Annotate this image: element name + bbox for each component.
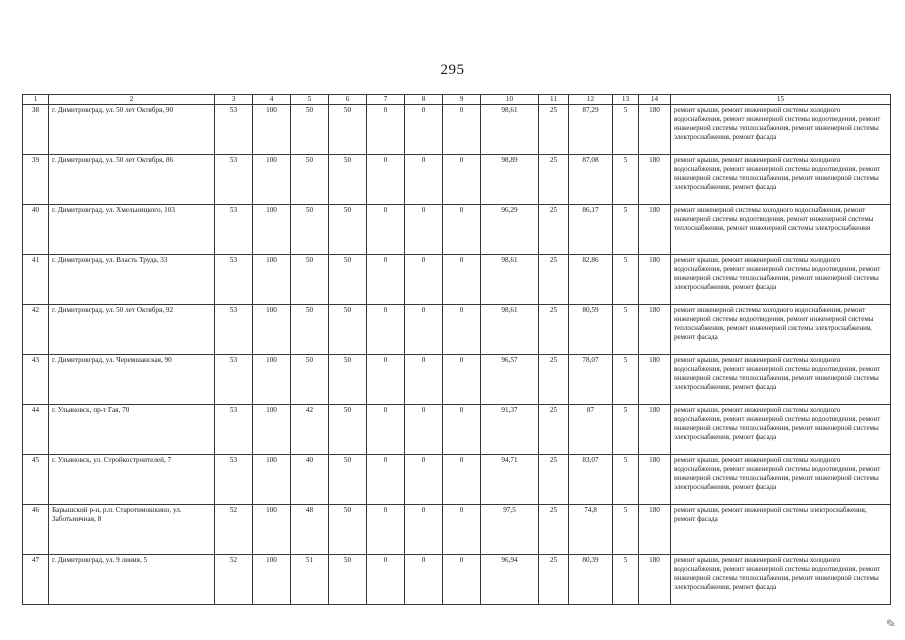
cell-value: 0 xyxy=(443,505,481,555)
cell-value: 53 xyxy=(215,105,253,155)
address-cell: г. Димитровград, ул. 50 лет Октября, 90 xyxy=(49,105,215,155)
cell-value: 0 xyxy=(367,255,405,305)
cell-value: 96,29 xyxy=(481,205,539,255)
cell-value: 0 xyxy=(443,555,481,605)
cell-value: 98,89 xyxy=(481,155,539,205)
cell-value: 50 xyxy=(329,105,367,155)
cell-value: 91,37 xyxy=(481,405,539,455)
cell-value: 80,59 xyxy=(569,305,613,355)
cell-value: 0 xyxy=(405,405,443,455)
address-cell: г. Ульяновск, ул. Стройкостроителей, 7 xyxy=(49,455,215,505)
cell-value: 53 xyxy=(215,405,253,455)
cell-value: 97,5 xyxy=(481,505,539,555)
repair-registry-table xyxy=(22,94,891,605)
cell-value: 100 xyxy=(253,155,291,205)
row-number-cell: 43 xyxy=(23,355,49,405)
cell-value: 53 xyxy=(215,255,253,305)
row-number-cell: 41 xyxy=(23,255,49,305)
cell-value: 0 xyxy=(367,505,405,555)
cell-value: 0 xyxy=(443,255,481,305)
cell-value: 180 xyxy=(639,405,671,455)
cell-value: 50 xyxy=(291,105,329,155)
cell-value: 0 xyxy=(367,405,405,455)
cell-value: 42 xyxy=(291,405,329,455)
row-number-cell: 40 xyxy=(23,205,49,255)
column-header: 7 xyxy=(367,95,405,105)
cell-value: 52 xyxy=(215,505,253,555)
works-list-cell: ремонт крыши, ремонт инженерной системы холодного водоснабжения, ремонт инженерной системы водоотведения, ремонт инженерной системы теплоснабжения, ремонт инженерной системы электроснабжения, ремонт фасада xyxy=(671,105,891,155)
cell-value: 100 xyxy=(253,455,291,505)
cell-value: 0 xyxy=(405,555,443,605)
cell-value: 86,17 xyxy=(569,205,613,255)
cell-value: 50 xyxy=(329,505,367,555)
works-list-cell: ремонт крыши, ремонт инженерной системы холодного водоснабжения, ремонт инженерной системы водоотведения, ремонт инженерной системы теплоснабжения, ремонт инженерной системы электроснабжения, ремонт фасада xyxy=(671,555,891,605)
cell-value: 180 xyxy=(639,305,671,355)
table-row xyxy=(23,455,891,505)
works-list-cell: ремонт инженерной системы холодного водоснабжения, ремонт инженерной системы водоотведения, ремонт инженерной системы теплоснабжения, ремонт инженерной системы электроснабжения xyxy=(671,205,891,255)
cell-value: 50 xyxy=(291,205,329,255)
column-header: 4 xyxy=(253,95,291,105)
cell-value: 0 xyxy=(443,355,481,405)
column-header: 3 xyxy=(215,95,253,105)
cell-value: 100 xyxy=(253,355,291,405)
table-body xyxy=(23,105,891,605)
cell-value: 5 xyxy=(613,305,639,355)
cell-value: 96,57 xyxy=(481,355,539,405)
cell-value: 5 xyxy=(613,255,639,305)
table-row xyxy=(23,205,891,255)
works-list-cell: ремонт крыши, ремонт инженерной системы электроснабжения, ремонт фасада xyxy=(671,505,891,555)
cell-value: 5 xyxy=(613,355,639,405)
cell-value: 50 xyxy=(329,205,367,255)
cell-value: 5 xyxy=(613,455,639,505)
cell-value: 100 xyxy=(253,205,291,255)
cell-value: 25 xyxy=(539,505,569,555)
column-header: 10 xyxy=(481,95,539,105)
table-row xyxy=(23,155,891,205)
cell-value: 53 xyxy=(215,205,253,255)
cell-value: 100 xyxy=(253,305,291,355)
cell-value: 25 xyxy=(539,405,569,455)
cell-value: 0 xyxy=(405,205,443,255)
cell-value: 0 xyxy=(367,305,405,355)
cell-value: 5 xyxy=(613,405,639,455)
cell-value: 5 xyxy=(613,105,639,155)
cell-value: 5 xyxy=(613,155,639,205)
cell-value: 180 xyxy=(639,505,671,555)
table-row xyxy=(23,405,891,455)
cell-value: 180 xyxy=(639,255,671,305)
column-header: 8 xyxy=(405,95,443,105)
column-header: 11 xyxy=(539,95,569,105)
cell-value: 0 xyxy=(405,455,443,505)
cell-value: 0 xyxy=(367,555,405,605)
cell-value: 25 xyxy=(539,355,569,405)
cell-value: 180 xyxy=(639,155,671,205)
cell-value: 82,86 xyxy=(569,255,613,305)
table-row xyxy=(23,255,891,305)
cell-value: 94,71 xyxy=(481,455,539,505)
cell-value: 0 xyxy=(367,105,405,155)
cell-value: 100 xyxy=(253,255,291,305)
cell-value: 5 xyxy=(613,555,639,605)
column-header: 6 xyxy=(329,95,367,105)
cell-value: 50 xyxy=(291,305,329,355)
cell-value: 50 xyxy=(291,155,329,205)
cell-value: 100 xyxy=(253,555,291,605)
cell-value: 25 xyxy=(539,305,569,355)
cell-value: 0 xyxy=(443,105,481,155)
cell-value: 50 xyxy=(291,355,329,405)
column-header: 15 xyxy=(671,95,891,105)
address-cell: г. Димитровград, ул. 9 линия, 5 xyxy=(49,555,215,605)
column-header: 14 xyxy=(639,95,671,105)
address-cell: Барышский р-н, р.п. Старотимошкино, ул. Заботьничная, 8 xyxy=(49,505,215,555)
works-list-cell: ремонт крыши, ремонт инженерной системы холодного водоснабжения, ремонт инженерной системы водоотведения, ремонт инженерной системы теплоснабжения, ремонт инженерной системы электроснабжения, ремонт фасада xyxy=(671,405,891,455)
cell-value: 0 xyxy=(367,355,405,405)
cell-value: 25 xyxy=(539,155,569,205)
cell-value: 50 xyxy=(329,355,367,405)
cell-value: 180 xyxy=(639,205,671,255)
cell-value: 53 xyxy=(215,305,253,355)
cell-value: 5 xyxy=(613,505,639,555)
table-row xyxy=(23,105,891,155)
address-cell: г. Димитровград, ул. Черемшанская, 90 xyxy=(49,355,215,405)
cell-value: 51 xyxy=(291,555,329,605)
cell-value: 180 xyxy=(639,455,671,505)
cell-value: 100 xyxy=(253,405,291,455)
cell-value: 0 xyxy=(367,155,405,205)
cell-value: 25 xyxy=(539,455,569,505)
cell-value: 0 xyxy=(443,205,481,255)
cell-value: 87,08 xyxy=(569,155,613,205)
cell-value: 40 xyxy=(291,455,329,505)
cell-value: 25 xyxy=(539,555,569,605)
cell-value: 0 xyxy=(443,455,481,505)
column-header: 5 xyxy=(291,95,329,105)
cell-value: 50 xyxy=(329,255,367,305)
cell-value: 25 xyxy=(539,105,569,155)
handwritten-mark: ✎ xyxy=(882,615,897,633)
table-row xyxy=(23,505,891,555)
cell-value: 25 xyxy=(539,205,569,255)
cell-value: 50 xyxy=(291,255,329,305)
column-header: 13 xyxy=(613,95,639,105)
cell-value: 48 xyxy=(291,505,329,555)
cell-value: 0 xyxy=(443,305,481,355)
row-number-cell: 47 xyxy=(23,555,49,605)
column-header: 12 xyxy=(569,95,613,105)
cell-value: 180 xyxy=(639,555,671,605)
row-number-cell: 46 xyxy=(23,505,49,555)
address-cell: г. Ульяновск, пр-т Гая, 70 xyxy=(49,405,215,455)
cell-value: 0 xyxy=(405,305,443,355)
cell-value: 53 xyxy=(215,155,253,205)
cell-value: 53 xyxy=(215,455,253,505)
row-number-cell: 42 xyxy=(23,305,49,355)
cell-value: 180 xyxy=(639,105,671,155)
cell-value: 78,07 xyxy=(569,355,613,405)
cell-value: 0 xyxy=(367,455,405,505)
cell-value: 0 xyxy=(367,205,405,255)
row-number-cell: 39 xyxy=(23,155,49,205)
cell-value: 87,29 xyxy=(569,105,613,155)
table-row xyxy=(23,555,891,605)
address-cell: г. Димитровград, ул. Хмельницкого, 103 xyxy=(49,205,215,255)
cell-value: 180 xyxy=(639,355,671,405)
cell-value: 98,61 xyxy=(481,305,539,355)
cell-value: 52 xyxy=(215,555,253,605)
row-number-cell: 44 xyxy=(23,405,49,455)
column-header: 2 xyxy=(49,95,215,105)
column-header: 9 xyxy=(443,95,481,105)
page-number: 295 xyxy=(440,62,465,78)
works-list-cell: ремонт крыши, ремонт инженерной системы холодного водоснабжения, ремонт инженерной системы водоотведения, ремонт инженерной системы теплоснабжения, ремонт инженерной системы электроснабжения, ремонт фасада xyxy=(671,155,891,205)
cell-value: 50 xyxy=(329,555,367,605)
table-row xyxy=(23,355,891,405)
table-row xyxy=(23,305,891,355)
cell-value: 0 xyxy=(405,505,443,555)
cell-value: 0 xyxy=(405,105,443,155)
cell-value: 98,61 xyxy=(481,105,539,155)
address-cell: г. Димитровград, ул. 50 лет Октября, 86 xyxy=(49,155,215,205)
works-list-cell: ремонт инженерной системы холодного водоснабжения, ремонт инженерной системы водоотведения, ремонт инженерной системы теплоснабжения, ремонт инженерной системы электроснабжения, ремонт фасада xyxy=(671,305,891,355)
works-list-cell: ремонт крыши, ремонт инженерной системы холодного водоснабжения, ремонт инженерной системы водоотведения, ремонт инженерной системы теплоснабжения, ремонт инженерной системы электроснабжения, ремонт фасада xyxy=(671,255,891,305)
cell-value: 53 xyxy=(215,355,253,405)
cell-value: 83,07 xyxy=(569,455,613,505)
cell-value: 25 xyxy=(539,255,569,305)
cell-value: 98,61 xyxy=(481,255,539,305)
row-number-cell: 45 xyxy=(23,455,49,505)
cell-value: 0 xyxy=(405,155,443,205)
cell-value: 100 xyxy=(253,105,291,155)
address-cell: г. Димитровград, ул. Власть Труда, 33 xyxy=(49,255,215,305)
cell-value: 50 xyxy=(329,455,367,505)
column-header: 1 xyxy=(23,95,49,105)
works-list-cell: ремонт крыши, ремонт инженерной системы холодного водоснабжения, ремонт инженерной системы водоотведения, ремонт инженерной системы теплоснабжения, ремонт инженерной системы электроснабжения, ремонт фасада xyxy=(671,455,891,505)
cell-value: 0 xyxy=(405,355,443,405)
column-number-row xyxy=(23,95,891,105)
row-number-cell: 38 xyxy=(23,105,49,155)
cell-value: 50 xyxy=(329,405,367,455)
cell-value: 87 xyxy=(569,405,613,455)
cell-value: 0 xyxy=(443,155,481,205)
address-cell: г. Димитровград, ул. 50 лет Октября, 92 xyxy=(49,305,215,355)
cell-value: 100 xyxy=(253,505,291,555)
cell-value: 96,94 xyxy=(481,555,539,605)
cell-value: 50 xyxy=(329,155,367,205)
cell-value: 74,8 xyxy=(569,505,613,555)
cell-value: 80,39 xyxy=(569,555,613,605)
cell-value: 50 xyxy=(329,305,367,355)
cell-value: 0 xyxy=(443,405,481,455)
cell-value: 0 xyxy=(405,255,443,305)
works-list-cell: ремонт крыши, ремонт инженерной системы холодного водоснабжения, ремонт инженерной системы водоотведения, ремонт инженерной системы теплоснабжения, ремонт инженерной системы электроснабжения, ремонт фасада xyxy=(671,355,891,405)
cell-value: 5 xyxy=(613,205,639,255)
